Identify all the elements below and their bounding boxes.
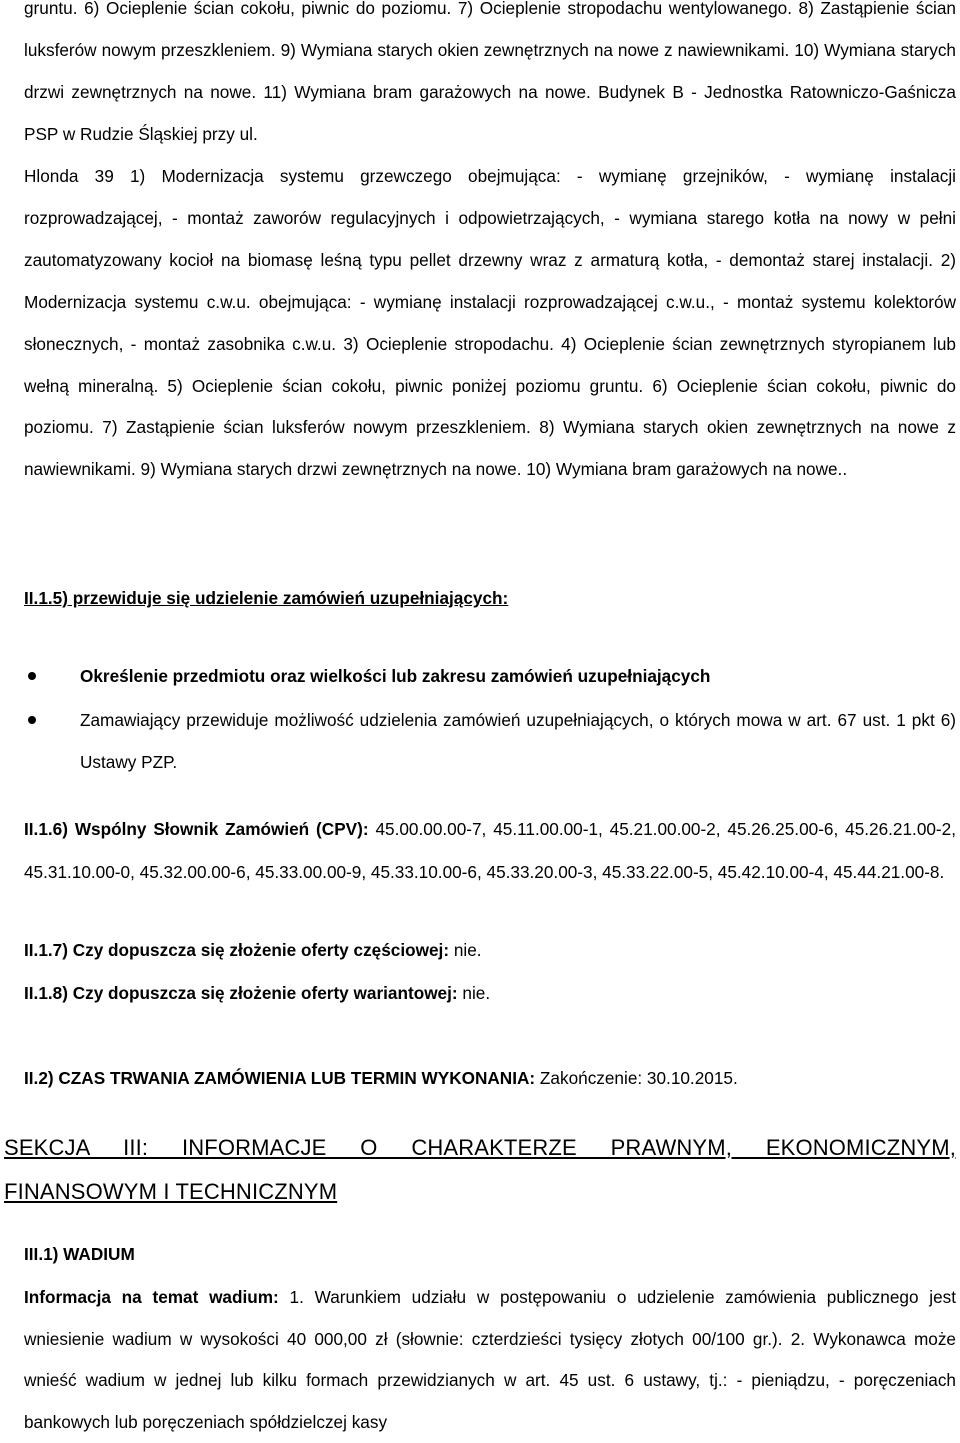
paragraph-building-b-scope: Hlonda 39 1) Modernizacja systemu grzewczego obejmująca: - wymianę grzejników, - wymianę instalacji rozprowadzającej, - montaż zaworów regulacyjnych i odpowietrzających, - wymiana starego kotła na nowy w pełni zautomatyzowany kocioł na biomasę leśną typu pellet drzewny wraz z armaturą kotła, - demontaż starej instalacji. 2) Modernizacja systemu c.w.u. obejmująca: - wymianę instalacji rozprowadzającej c.w.u., - montaż systemu kolektorów słonecznych, - montaż zasobnika c.w.u. 3) Ocieplenie stropodachu. 4) Ocieplenie ścian zewnętrznych styropianem lub wełną mineralną. 5) Ocieplenie ścian cokołu, piwnic poniżej poziomu gruntu. 6) Ocieplenie ścian cokołu, piwnic do poziomu. 7) Zastąpienie ścian luksferów nowym przeszkleniem. 8) Wymiana starych okien zewnętrznych na nowe z nawiewnikami. 9) Wymiana starych drzwi zewnętrznych na nowe. 10) Wymiana bram garażowych na nowe.. bbox=[24, 166, 956, 480]
cpv-codes: 45.00.00.00-7, 45.11.00.00-1, 45.21.00.00-2, 45.26.25.00-6, 45.26.21.00-2, 45.31.10.00-0, 45.32.00.00-6, 45.33.00.00-9, 45.33.10.00-6, 45.33.20.00-3, 45.33.22.00-5, 45.42.10.00-4, 45.44.21.00-8. bbox=[24, 819, 956, 882]
partial-offer-value: nie. bbox=[453, 940, 482, 960]
partial-offer-label: II.1.7) Czy dopuszcza się złożenie oferty częściowej: bbox=[24, 940, 450, 960]
variant-offer-value: nie. bbox=[462, 983, 491, 1003]
cpv-paragraph bbox=[24, 808, 956, 893]
bullet-text: Określenie przedmiotu oraz wielkości lub zakresu zamówień uzupełniających bbox=[80, 666, 711, 686]
variant-offer-line bbox=[24, 980, 956, 1006]
section-iii-heading-line2: FINANSOWYM I TECHNICZNYM bbox=[4, 1179, 338, 1204]
wadium-paragraph bbox=[24, 1277, 956, 1443]
list-item bbox=[24, 699, 956, 783]
duration-line bbox=[24, 1065, 956, 1091]
bullet-text: Zamawiający przewiduje możliwość udzielenia zamówień uzupełniających, o których mowa w art. 67 ust. 1 pkt 6) Ustawy PZP. bbox=[80, 710, 956, 772]
variant-offer-label: II.1.8) Czy dopuszcza się złożenie oferty wariantowej: bbox=[24, 983, 458, 1003]
heading-ii-1-5: II.1.5) przewiduje się udzielenie zamówień uzupełniających: bbox=[24, 588, 509, 608]
section-iii-heading bbox=[4, 1126, 956, 1214]
partial-offer-line bbox=[24, 937, 956, 963]
list-item bbox=[24, 655, 956, 697]
wadium-label: Informacja na temat wadium: bbox=[24, 1287, 279, 1307]
wadium-text: 1. Warunkiem udziału w postępowaniu o udzielenie zamówienia publicznego jest wniesienie wadium w wysokości 40 000,00 zł (słownie: czterdzieści tysięcy złotych 00/100 gr.). 2. Wykonawca może wnieść wadium w jednej lub kilku formach przewidzianych w art. 45 ust. 6 ustawy, tj.: - pieniądzu, - poręczeniach bankowych lub poręczeniach spółdzielczej kasy bbox=[24, 1287, 957, 1432]
section-iii-heading-line1: SEKCJA III: INFORMACJE O CHARAKTERZE PRAWNYM, EKONOMICZNYM, bbox=[4, 1135, 956, 1160]
duration-label: II.2) CZAS TRWANIA ZAMÓWIENIA LUB TERMIN WYKONANIA: bbox=[24, 1068, 536, 1088]
wadium-heading: III.1) WADIUM bbox=[24, 1244, 135, 1264]
bullet-list bbox=[24, 655, 956, 783]
duration-value: Zakończenie: 30.10.2015. bbox=[539, 1068, 738, 1088]
paragraph-building-a-scope: gruntu. 6) Ocieplenie ścian cokołu, piwnic do poziomu. 7) Ocieplenie stropodachu wentylowanego. 8) Zastąpienie ścian luksferów nowym przeszkleniem. 9) Wymiana starych okien zewnętrznych na nowe z nawiewnikami. 10) Wymiana starych drzwi zewnętrznych na nowe. 11) Wymiana bram garażowych na nowe. Budynek B - Jednostka Ratowniczo-Gaśnicza PSP w Rudzie Śląskiej przy ul. bbox=[24, 0, 956, 144]
bullet-icon bbox=[28, 716, 36, 724]
cpv-label: II.1.6) Wspólny Słownik Zamówień (CPV): bbox=[24, 819, 369, 839]
bullet-icon bbox=[28, 672, 36, 680]
